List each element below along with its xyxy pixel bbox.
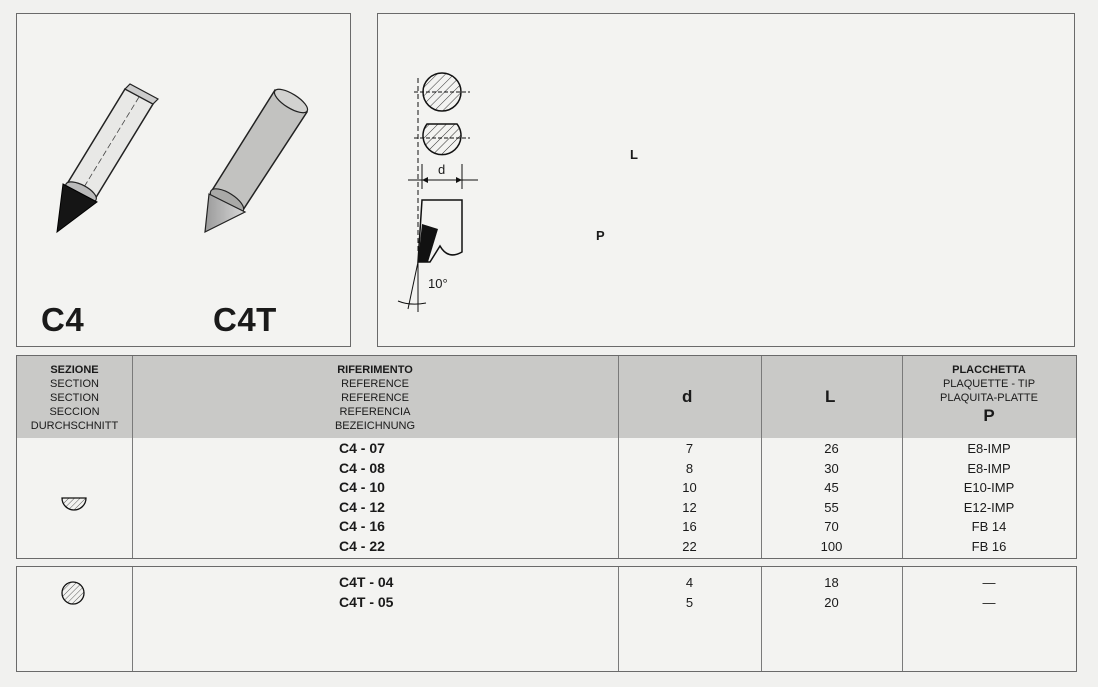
header-section: SEZIONE SECTION SECTION SECCION DURCHSCHNITT bbox=[30, 364, 119, 432]
L-cell: 20 bbox=[824, 594, 839, 610]
tip-cell: FB 14 bbox=[971, 519, 1007, 534]
reference-cell: C4 - 10 bbox=[339, 479, 385, 495]
reference-cell: C4 - 16 bbox=[339, 518, 385, 534]
reference-cell: C4 - 22 bbox=[339, 537, 385, 554]
header-L: L bbox=[825, 387, 836, 406]
side-profile-view bbox=[398, 200, 462, 312]
L-cell: 100 bbox=[820, 538, 843, 554]
c4-label: C4 bbox=[41, 301, 85, 338]
L-cell: 26 bbox=[824, 441, 839, 456]
reference-cell: C4T - 05 bbox=[339, 593, 394, 610]
L-cell: 45 bbox=[824, 480, 839, 495]
L-cell: 70 bbox=[824, 519, 839, 534]
d-cell: 16 bbox=[682, 519, 697, 534]
tip-cell: FB 16 bbox=[971, 538, 1007, 554]
table-header bbox=[16, 355, 1077, 440]
tool-drawings bbox=[17, 14, 350, 346]
tip-cell: — bbox=[982, 594, 996, 610]
table-group-c4 bbox=[16, 438, 1077, 559]
tool-illustration-panel bbox=[16, 13, 351, 347]
reference-cell: C4 - 07 bbox=[339, 440, 385, 456]
header-tip-symbol: P bbox=[983, 406, 995, 425]
dimension-P-label: P bbox=[596, 228, 605, 243]
d-cell: 22 bbox=[682, 538, 697, 554]
d-cell: 12 bbox=[682, 499, 697, 515]
c4t-section-icon bbox=[58, 578, 88, 608]
header-tip: PLACCHETTA PLAQUETTE - TIP PLAQUITA-PLATTE P bbox=[902, 363, 1076, 423]
d-cell: 7 bbox=[685, 441, 694, 456]
tip-cell: E8-IMP bbox=[967, 441, 1011, 456]
technical-drawings bbox=[378, 14, 1074, 346]
reference-cell: C4 - 08 bbox=[339, 459, 385, 476]
L-cell: 30 bbox=[824, 460, 839, 476]
tip-cell: E10-IMP bbox=[963, 480, 1015, 495]
dimension-L-label: L bbox=[630, 147, 638, 162]
c4-section-icon bbox=[58, 486, 90, 518]
d-cell: 10 bbox=[682, 480, 697, 495]
tip-cell: E8-IMP bbox=[967, 460, 1011, 476]
d-cell: 5 bbox=[685, 594, 694, 610]
table-group-c4t bbox=[16, 566, 1077, 672]
dimension-d-label: d bbox=[438, 162, 446, 177]
d-cell: 8 bbox=[685, 460, 694, 476]
L-cell: 55 bbox=[824, 499, 839, 515]
L-cell: 18 bbox=[824, 575, 839, 590]
d-cell: 4 bbox=[685, 575, 694, 590]
tip-cell: E12-IMP bbox=[963, 499, 1015, 515]
c4t-tool-drawing bbox=[205, 85, 311, 232]
reference-cell: C4T - 04 bbox=[339, 574, 394, 590]
header-d: d bbox=[682, 387, 693, 406]
reference-cell: C4 - 12 bbox=[339, 498, 385, 515]
header-reference: RIFERIMENTO REFERENCE REFERENCE REFERENCIA BEZEICHNUNG bbox=[334, 364, 416, 432]
angle-label: 10° bbox=[428, 276, 448, 291]
technical-drawing-panel bbox=[377, 13, 1075, 347]
c4t-label: C4T bbox=[213, 301, 277, 338]
tip-cell: — bbox=[982, 575, 996, 590]
c4-tool-drawing bbox=[57, 84, 158, 232]
